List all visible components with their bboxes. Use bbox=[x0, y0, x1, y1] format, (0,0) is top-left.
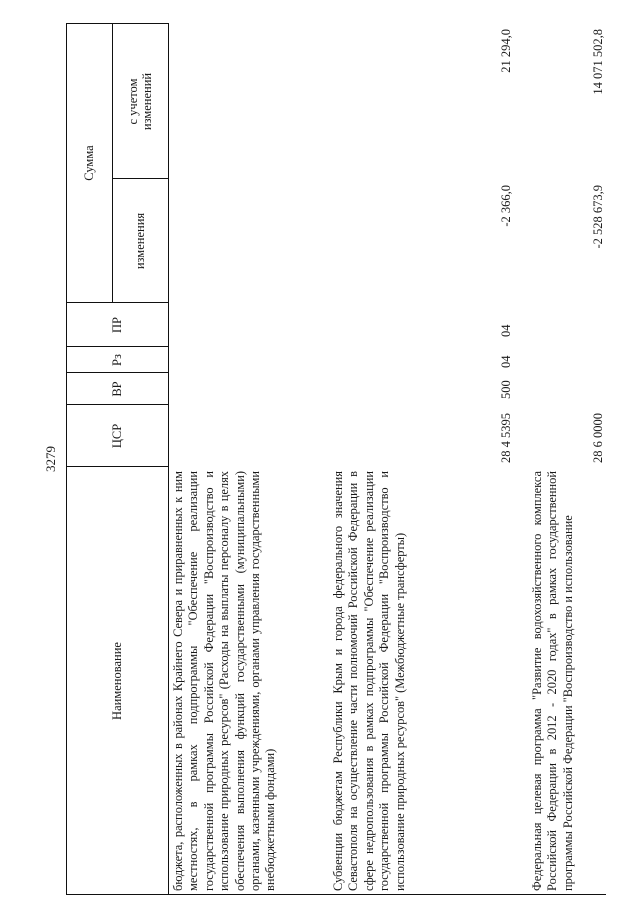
header-vr: ВР bbox=[110, 381, 124, 397]
row-2-name: Субвенции бюджетам Республики Крым и города федерального значения Севастополя на осуществление части полномочий Российской Федерации в сфере недропользования в рамках подпрограммы "Обеспечение реализации государственной программы Российской Федерации "Воспроизводство и использование природных ресурсов" (Межбюджетные трансферты) bbox=[331, 471, 407, 891]
page-number: 3279 bbox=[43, 446, 58, 472]
row-2-csr: 28 4 5395 bbox=[499, 413, 513, 463]
row-3-csr: 28 6 0000 bbox=[591, 413, 605, 463]
row-2-change: -2 366,0 bbox=[499, 185, 513, 227]
header-bottom-border bbox=[168, 23, 169, 895]
header-sum: Сумма bbox=[82, 145, 96, 181]
row-3-total: 14 071 502,8 bbox=[591, 29, 605, 95]
rotated-page bbox=[38, 23, 606, 895]
row-1-name: бюджета, расположенных в районах Крайнего Севера и приравненных к ним местностях, в рамках подпрограммы "Обеспечение реализации государственной программы Российской Федерации "Воспроизводство и использование природных ресурсов" (Расходы на выплаты персоналу в целях обеспечения выполнения функций государственными (муниципальными) органами, казенными учреждениями, органами управления государственными внебюджетными фондами) bbox=[171, 471, 278, 891]
header-csr: ЦСР bbox=[110, 423, 124, 449]
row-2-pr: 04 bbox=[499, 324, 513, 337]
header-with-changes: с учетом изменений bbox=[126, 72, 154, 131]
header-changes: изменения bbox=[133, 212, 147, 270]
header-name: Наименование bbox=[110, 642, 124, 720]
header-rz: Рз bbox=[110, 354, 124, 366]
row-2-total: 21 294,0 bbox=[499, 29, 513, 73]
row-2-rz: 04 bbox=[499, 355, 513, 368]
row-3-name: Федеральная целевая программа "Развитие водохозяйственного комплекса Российской Федерации в 2012 - 2020 годах" в рамках государственной программы Российской Федерации "Воспроизводство и использование bbox=[530, 471, 575, 891]
row-3-change: -2 528 673,9 bbox=[591, 185, 605, 249]
row-2-vr: 500 bbox=[499, 380, 513, 399]
header-pr: ПР bbox=[110, 317, 124, 333]
